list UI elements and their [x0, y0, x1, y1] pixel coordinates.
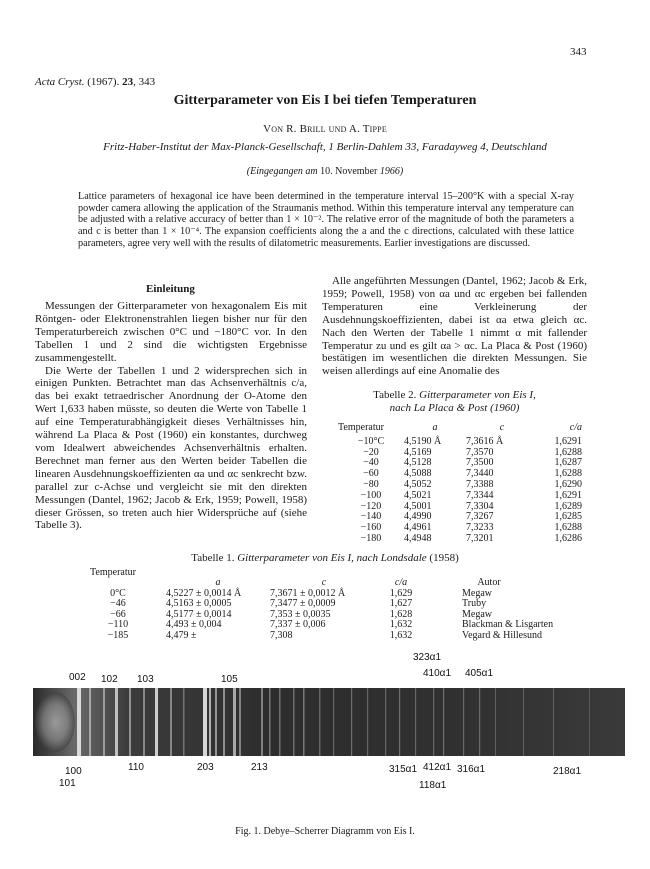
table2-row-cell: 7,3267 — [466, 511, 494, 523]
table2-row-cell: 1,6288 — [554, 522, 582, 534]
table1-row-cell: 4,5177 ± 0,0014 — [166, 608, 232, 620]
citation-pages: , 343 — [133, 76, 156, 88]
table2-row-cell: −100 — [360, 489, 382, 501]
debye-scherrer-figure — [33, 650, 625, 810]
table2-row-cell: 1,6285 — [554, 511, 582, 523]
diffraction-ring — [203, 688, 207, 756]
authors: Von R. Brill und A. Tippe — [263, 123, 387, 135]
table1-row-cell: 4,5163 ± 0,0005 — [166, 598, 232, 610]
table2-row-cell: 4,5169 — [404, 446, 432, 458]
table2-row-cell: 1,6287 — [554, 457, 582, 469]
table1-header-a: a — [215, 577, 221, 588]
abstract: Lattice parameters of hexagonal ice have been determined in the temperature interval 15–200°K with a special X-ray powder camera allowing the application of the Straumanis method. Within this temperature interval any temperature can be adjusted with a relative accuracy of better than 1 × 10⁻². The relative error of the magnitude of both the parameters a and c is better than 1 × 10⁻⁴. The expansion coefficients along the a and the c directions, calculated with these lattice parameters, agree very well with the results of dilatometric measurements. Earlier investigations are discussed. — [78, 191, 574, 249]
paragraph-1: Messungen der Gitterparameter von hexagonalem Eis mit Röntgen- oder Elektronenstrahlen liegen bisher nur für den Temperaturbereich zwischen 0°C und −180°C vor. In den Tabellen 1 und 2 sind die wichtigsten Ergebnisse zusammengestellt. — [35, 300, 307, 364]
table1-header-row — [90, 568, 554, 589]
diffraction-ring — [223, 688, 225, 756]
table2-row-cell: 4,5128 — [404, 457, 432, 469]
diffraction-film — [33, 650, 625, 810]
table1-row-cell: 1,632 — [389, 619, 413, 631]
diffraction-ring — [143, 688, 145, 756]
diffraction-ring — [351, 688, 352, 756]
table2-row-cell: 7,3440 — [466, 468, 494, 480]
table2-row-cell: 7,3616 Å — [466, 435, 504, 447]
diffraction-ring — [115, 688, 118, 756]
table1-row-cell: −46 — [110, 598, 126, 610]
diffraction-ring — [495, 688, 496, 756]
table2-row-cell: 1,6289 — [554, 500, 582, 512]
diffraction-ring — [233, 688, 236, 756]
table1-header-ca: c/a — [394, 577, 408, 588]
table2-row-cell: −60 — [363, 468, 379, 480]
reflection-label: 412α1 — [423, 762, 452, 773]
table1-row-cell: −110 — [107, 619, 129, 631]
diffraction-ring — [89, 688, 91, 756]
left-column — [35, 300, 307, 532]
table2-row-cell: 1,6288 — [554, 446, 582, 458]
table2-header-temperature: Temperatur — [338, 422, 384, 433]
table1-row-cell: 4,493 ± 0,004 — [166, 619, 222, 631]
citation — [35, 76, 155, 88]
diffraction-ring — [443, 688, 444, 756]
diffraction-ring — [215, 688, 217, 756]
table2-row-cell: 7,3233 — [466, 522, 494, 534]
diffraction-ring — [589, 688, 590, 756]
table1-row-cell: 7,353 ± 0,0035 — [270, 608, 331, 620]
table1-row-cell: 7,308 — [270, 629, 293, 641]
table2-row-cell: 7,3201 — [466, 532, 494, 544]
table1-row-cell: 7,3477 ± 0,0009 — [270, 598, 336, 610]
film-strip — [33, 688, 625, 756]
table2-row-cell: 1,6286 — [554, 532, 582, 544]
table1-row-cell: Vegard & Hillesund — [462, 629, 542, 641]
diffraction-ring — [433, 688, 434, 756]
institution: Fritz-Haber-Institut der Max-Planck-Gesellschaft, 1 Berlin-Dahlem 33, Faradayweg 4, Deutschland — [103, 141, 547, 153]
diffraction-ring — [319, 688, 321, 756]
table1-row-cell: 1,629 — [389, 587, 413, 599]
table2-row-cell: −140 — [360, 511, 382, 523]
table2-row-cell: 7,3500 — [466, 457, 494, 469]
table1-row-cell: 4,479 ± — [166, 629, 197, 641]
diffraction-ring — [523, 688, 524, 756]
table1-header-temperature: Temperatur — [90, 567, 136, 578]
reflection-label: 410α1 — [423, 668, 452, 679]
reflection-label: 316α1 — [457, 764, 486, 775]
table2-row-cell: 1,6290 — [554, 478, 582, 490]
diffraction-ring — [293, 688, 295, 756]
received-date-value: 10. November — [320, 166, 378, 177]
reflection-label: 218α1 — [553, 766, 582, 777]
table1-header-c: c — [321, 577, 327, 588]
reflection-label: 101 — [59, 778, 76, 789]
table2-caption-title: Gitterparameter von Eis I, — [419, 389, 536, 401]
diffraction-ring — [333, 688, 334, 756]
table1-row-cell: 1,628 — [389, 608, 413, 620]
table2-row-cell: 4,4948 — [404, 532, 432, 544]
table2 — [338, 423, 582, 545]
table2-caption-prefix: Tabelle 2. — [373, 389, 420, 401]
diffraction-ring — [279, 688, 281, 756]
table1-row-cell: 0°C — [110, 587, 126, 599]
right-column — [322, 275, 587, 378]
table2-row-cell: −160 — [360, 522, 382, 534]
received-suffix: 1966) — [377, 166, 404, 177]
paragraph-2: Die Werte der Tabellen 1 und 2 widersprechen sich in einigen Punkten. Betrachtet man das Achsenverhältnis c/a, das bei exakt tetraedrischer Anordnung der O-Atome den Wert 1,633 haben müsste, so deuten die Werte von Tabelle 1 auf eine Temperaturabhängigkeit dieses Verhältnisses hin, während La Placa & Post (1960) ein konstantes, durchweg vom Idealwert abweichendes Achsenverhältnis erhalten. Berechnet man ferner aus den Werten beider Tabellen die linearen Ausdehnungskoeffizienten αa und αc senkrecht bzw. parallel zur c-Achse und vergleicht sie mit den direkten Messungen (Dantel, 1962; Jacob & Erk, 1959; Powell, 1958) dieser Grössen, so treten auch hier Widersprüche auf (siehe Tabelle 3). — [35, 364, 307, 532]
table1-header-autor: Autor — [477, 577, 501, 588]
table1-row-cell: −185 — [107, 629, 129, 641]
table1-row-cell: 1,627 — [389, 598, 413, 610]
table2-row-cell: −40 — [363, 457, 379, 469]
table1-row-cell: Megaw — [462, 608, 492, 620]
table1-row-cell: 1,632 — [389, 629, 413, 641]
reflection-label: 213 — [251, 762, 268, 773]
citation-journal: Acta Cryst. — [35, 76, 85, 88]
diffraction-ring — [399, 688, 400, 756]
table1-row — [90, 631, 554, 642]
citation-volume: 23 — [122, 76, 134, 88]
table2-row — [338, 437, 582, 448]
diffraction-ring — [103, 688, 105, 756]
table2-row-cell: −120 — [360, 500, 382, 512]
section-heading: Einleitung — [146, 283, 195, 295]
diffraction-ring — [239, 688, 241, 756]
reflection-label: 002 — [69, 672, 86, 683]
table1-caption — [0, 552, 650, 564]
received-prefix: (Eingegangen am — [246, 166, 321, 177]
table2-row-cell: 4,5021 — [404, 489, 432, 501]
reflection-label: 203 — [197, 762, 214, 773]
table2-row-cell: 4,4961 — [404, 522, 432, 534]
table1-row-cell: 4,5227 ± 0,0014 Å — [166, 587, 242, 599]
diffraction-ring — [385, 688, 386, 756]
table2-caption-source: nach La Placa & Post (1960) — [389, 402, 520, 414]
diffraction-ring — [183, 688, 185, 756]
diffraction-ring — [553, 688, 554, 756]
reflection-label: 323α1 — [413, 652, 442, 663]
diffraction-ring — [269, 688, 271, 756]
reflection-label: 110 — [128, 762, 144, 773]
reflection-label: 105 — [221, 674, 238, 685]
table2-row-cell: 7,3388 — [466, 478, 494, 490]
table2-row-cell: 1,6291 — [554, 435, 582, 447]
film-beam-hole — [35, 692, 75, 752]
table1-row-cell: Truby — [462, 598, 487, 610]
table1-row-cell: 7,3671 ± 0,0012 Å — [270, 587, 346, 599]
table1-row-cell: Blackman & Lisgarten — [462, 619, 554, 631]
table2-row-cell: −80 — [363, 478, 379, 490]
table2-row — [338, 491, 582, 502]
table1-row-cell: Megaw — [462, 587, 492, 599]
table1-caption-suffix: (1958) — [426, 552, 459, 564]
table2-row-cell: 4,5052 — [404, 478, 432, 490]
diffraction-ring — [479, 688, 480, 756]
table2-row-cell: 1,6291 — [554, 489, 582, 501]
table2-row-cell: 7,3304 — [466, 500, 494, 512]
diffraction-ring — [303, 688, 305, 756]
table2-row-cell: 7,3344 — [466, 489, 494, 501]
table1-caption-title: Gitterparameter von Eis I, nach Londsdale — [237, 552, 427, 564]
table2-row-cell: 7,3570 — [466, 446, 494, 458]
table2-row — [338, 534, 582, 545]
table1 — [90, 568, 554, 642]
table1-caption-prefix: Tabelle 1. — [191, 552, 238, 564]
received-date — [0, 166, 650, 177]
table2-header-c: c — [499, 422, 505, 433]
table2-row-cell: 1,6288 — [554, 468, 582, 480]
reflection-label: 100 — [65, 766, 82, 777]
diffraction-ring — [77, 688, 81, 756]
diffraction-ring — [367, 688, 368, 756]
reflection-label: 102 — [101, 674, 118, 685]
citation-year: (1967). — [87, 76, 120, 88]
reflection-label: 103 — [137, 674, 154, 685]
table2-row-cell: 4,4990 — [404, 511, 432, 523]
paragraph-right: Alle angeführten Messungen (Dantel, 1962; Jacob & Erk, 1959; Powell, 1958) von αa und αc ergeben bei fallenden Temperaturen eine Verkleinerung der Ausdehnungskoeffizienten, dabei ist αa etwa gleich αc. Nach den Werten der Tabelle 1 nimmt α mit fallender Temperatur zu und es gilt αa > αc. La Placa & Post (1960) bestätigen im wesentlichen die direkten Messungen. Sie weisen allerdings auf eine Anomalie des — [322, 275, 587, 378]
table2-row-cell: −180 — [360, 532, 382, 544]
diffraction-ring — [155, 688, 158, 756]
table2-caption — [322, 389, 587, 415]
reflection-label: 405α1 — [465, 668, 494, 679]
table2-row-cell: 4,5190 Å — [404, 435, 442, 447]
table2-row-cell: 4,5088 — [404, 468, 432, 480]
figure-caption: Fig. 1. Debye–Scherrer Diagramm von Eis I. — [235, 826, 415, 837]
table2-row-cell: −10°C — [357, 435, 385, 447]
table2-row-cell: 4,5001 — [404, 500, 432, 512]
table1-row-cell: 7,337 ± 0,006 — [270, 619, 326, 631]
diffraction-ring — [463, 688, 464, 756]
table2-header-row — [338, 423, 582, 437]
table2-header-ca: c/a — [569, 422, 582, 433]
paper-title: Gitterparameter von Eis I bei tiefen Temperaturen — [173, 93, 477, 108]
table2-header-a: a — [432, 422, 438, 433]
diffraction-ring — [415, 688, 416, 756]
diffraction-ring — [209, 688, 211, 756]
table2-row-cell: −20 — [363, 446, 379, 458]
table1-row-cell: −66 — [110, 608, 126, 620]
diffraction-ring — [261, 688, 263, 756]
diffraction-ring — [170, 688, 172, 756]
reflection-label: 118α1 — [419, 780, 447, 791]
reflection-label: 315α1 — [389, 764, 418, 775]
page-number: 343 — [570, 46, 587, 58]
diffraction-ring — [129, 688, 131, 756]
